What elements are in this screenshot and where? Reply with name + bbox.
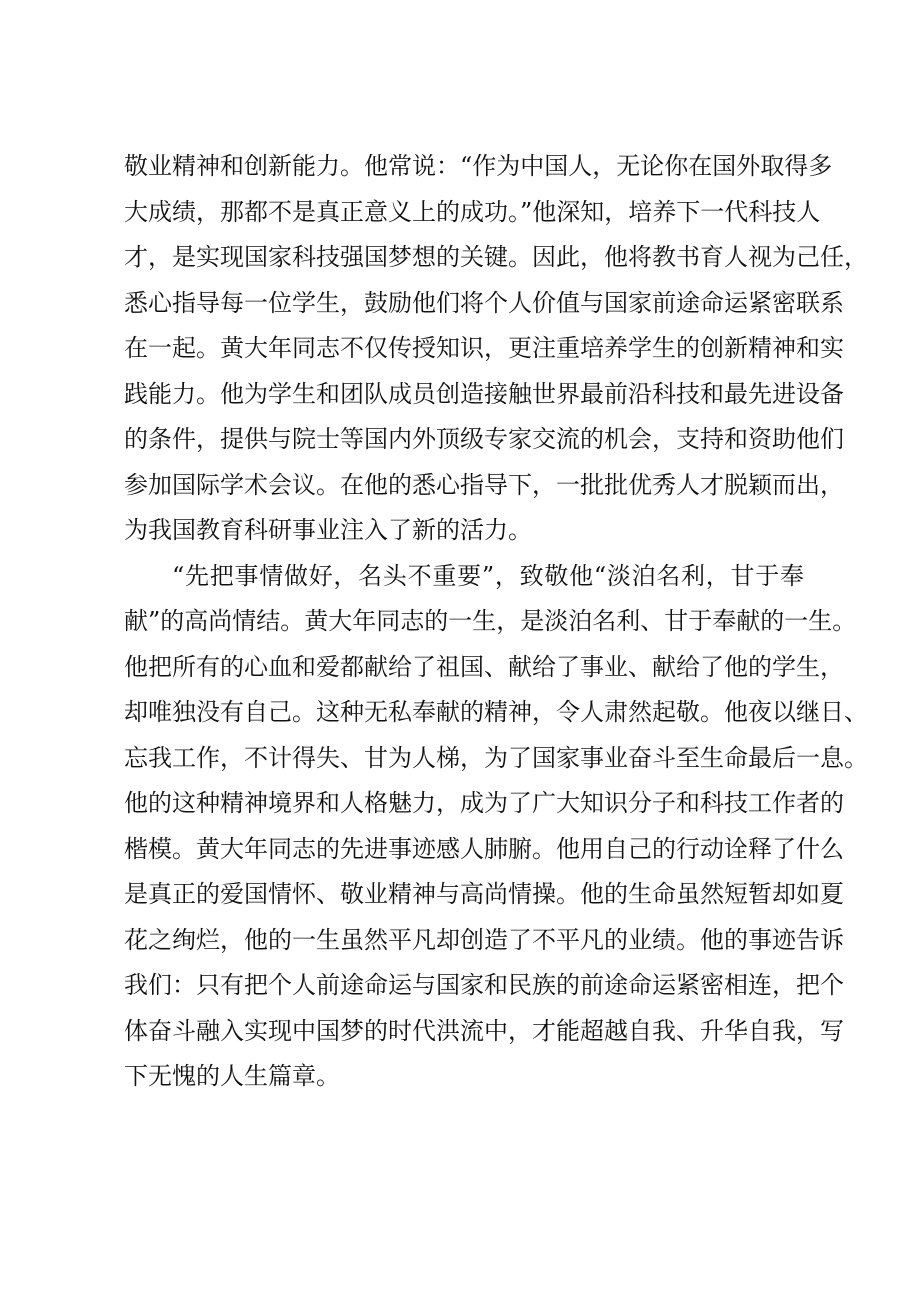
text-line: 却唯独没有自己。这种无私奉献的精神，令人肃然起敬。他夜以继日、 [124, 698, 868, 726]
text-line: 参加国际学术会议。在他的悉心指导下，一批批优秀人才脱颖而出， [124, 470, 844, 499]
text-line: 悉心指导每一位学生，鼓励他们将个人价值与国家前途命运紧密联系 [124, 288, 844, 317]
text-line: 花之绚烂，他的一生虽然平凡却创造了不平凡的业绩。他的事迹告诉 [124, 925, 844, 954]
paragraph-2 [124, 554, 868, 1100]
text-line: 敬业精神和创新能力。他常说：“作为中国人，无论你在国外取得多 [124, 152, 833, 180]
text-line: 为我国教育科研事业注入了新的活力。 [124, 516, 532, 544]
text-line: 他把所有的心血和爱都献给了祖国、献给了事业、献给了他的学生， [124, 652, 844, 681]
paragraph-1 [124, 144, 868, 554]
text-line: 体奋斗融入实现中国梦的时代洪流中，才能超越自我、升华自我，写 [124, 1016, 844, 1045]
text-line: 下无愧的人生篇章。 [124, 1062, 340, 1090]
text-line: 的条件，提供与院士等国内外顶级专家交流的机会，支持和资助他们 [124, 425, 844, 453]
text-line: 献”的高尚情结。黄大年同志的一生，是淡泊名利、甘于奉献的一生。 [124, 607, 857, 635]
text-line: 忘我工作，不计得失、甘为人梯，为了国家事业奋斗至生命最后一息。 [124, 743, 868, 772]
text-line: 践能力。他为学生和团队成员创造接触世界最前沿科技和最先进设备 [124, 379, 844, 408]
text-line: 才，是实现国家科技强国梦想的关键。因此，他将教书育人视为己任， [124, 243, 868, 271]
text-line: 楷模。黄大年同志的先进事迹感人肺腑。他用自己的行动诠释了什么 [124, 834, 844, 863]
text-line: “先把事情做好，名头不重要”，致敬他“淡泊名利，甘于奉 [172, 561, 804, 590]
text-line: 我们：只有把个人前途命运与国家和民族的前途命运紧密相连，把个 [124, 971, 844, 999]
text-line: 在一起。黄大年同志不仅传授知识，更注重培养学生的创新精神和实 [124, 334, 844, 362]
text-line: 是真正的爱国情怀、敬业精神与高尚情操。他的生命虽然短暂却如夏 [124, 880, 844, 908]
text-line: 大成绩，那都不是真正意义上的成功。”他深知，培养下一代科技人 [124, 197, 821, 226]
text-line: 他的这种精神境界和人格魅力，成为了广大知识分子和科技工作者的 [124, 789, 844, 817]
document-body [124, 144, 868, 1100]
